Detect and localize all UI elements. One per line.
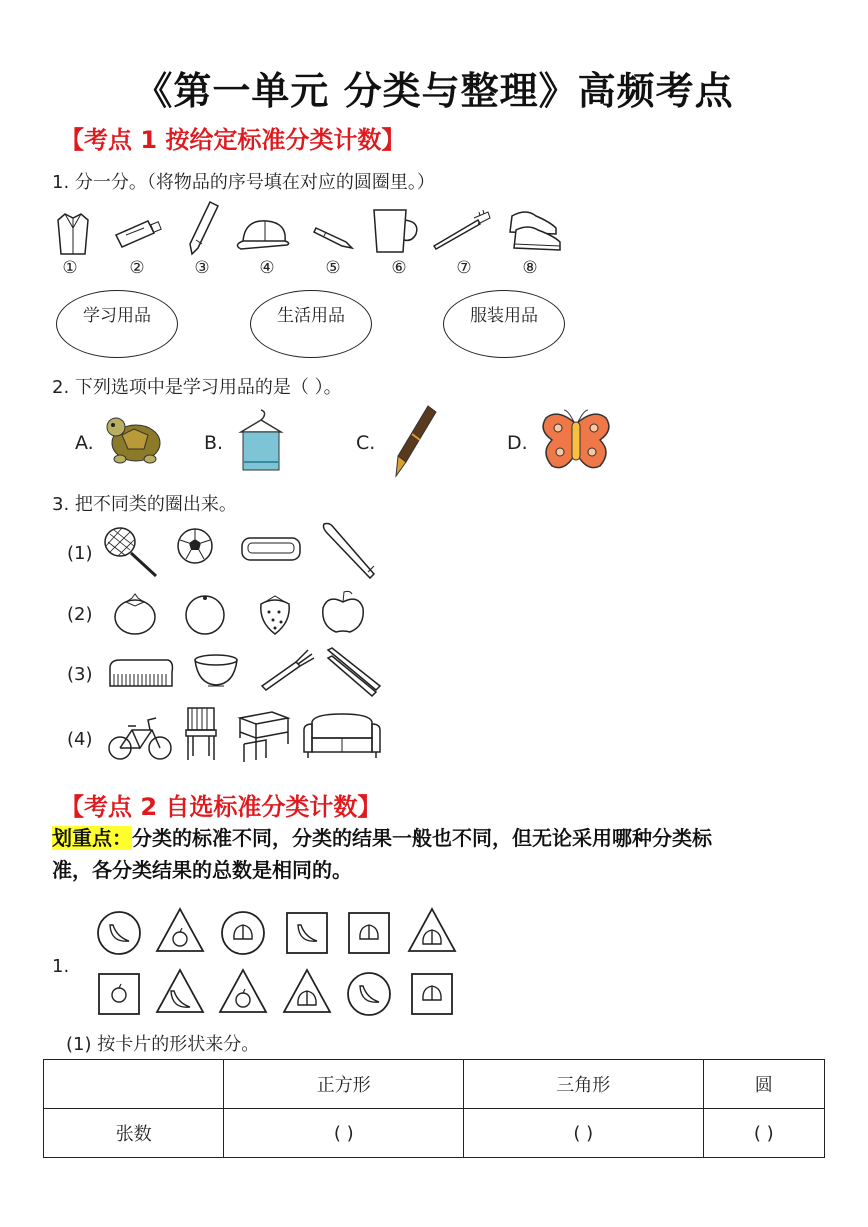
peach-icon	[423, 986, 441, 1000]
table-row-label: 张数	[44, 1109, 224, 1158]
square-card	[349, 913, 389, 953]
q3-text: 3. 把不同类的圈出来。	[52, 494, 237, 515]
table-header-circle: 圆	[703, 1060, 824, 1109]
apple-icon	[173, 928, 187, 946]
banana-icon	[298, 925, 317, 941]
q3-row-label: (2)	[67, 604, 93, 625]
peach-icon	[360, 925, 378, 939]
table-cell	[44, 1060, 224, 1109]
section1-heading: 【考点 1 按给定标准分类计数】	[60, 126, 406, 154]
option-d-label[interactable]: D.	[507, 432, 528, 454]
section2-heading: 【考点 2 自选标准分类计数】	[60, 793, 382, 821]
oval-label: 服装用品	[470, 306, 538, 326]
triangle-card	[157, 970, 203, 1012]
peach-icon	[234, 925, 252, 939]
q3-row-label: (4)	[67, 729, 93, 750]
q1-text: 1. 分一分。（将物品的序号填在对应的圆圈里。）	[52, 172, 435, 193]
triangle-card	[284, 970, 330, 1012]
triangle-card	[157, 909, 203, 951]
banana-icon	[360, 986, 379, 1002]
peach-icon	[423, 930, 441, 944]
q1-number: ①	[62, 258, 78, 278]
square-card	[99, 974, 139, 1014]
banana-icon	[171, 991, 190, 1007]
circle-card	[222, 912, 264, 954]
key-point-line2: 准，各分类结果的总数是相同的。	[52, 858, 352, 882]
square-card	[287, 913, 327, 953]
circle-card	[98, 912, 140, 954]
triangle-card	[409, 909, 455, 951]
q1-number: ⑥	[391, 258, 407, 278]
answer-blank-square[interactable]: ( )	[224, 1109, 464, 1158]
option-c-label[interactable]: C.	[356, 432, 376, 454]
table-header-square: 正方形	[224, 1060, 464, 1109]
q2-text: 2. 下列选项中是学习用品的是（ ）。	[52, 377, 342, 398]
key-point-line1: 分类的标准不同，分类的结果一般也不同，但无论采用哪种分类标	[132, 826, 712, 850]
banana-icon	[110, 925, 129, 941]
page-title: 《第一单元 分类与整理》高频考点	[134, 69, 734, 113]
option-b-label[interactable]: B.	[204, 432, 224, 454]
table-header-triangle: 三角形	[464, 1060, 704, 1109]
apple-icon	[112, 984, 126, 1002]
table-header-row	[44, 1060, 825, 1109]
table-row	[44, 1109, 825, 1158]
triangle-card	[220, 970, 266, 1012]
square-card	[412, 974, 452, 1014]
q1-number: ⑤	[325, 258, 341, 278]
q1-number: ⑦	[456, 258, 472, 278]
q1-number: ⑧	[522, 258, 538, 278]
peach-icon	[298, 991, 316, 1005]
oval-label: 学习用品	[83, 306, 151, 326]
q3-row-label: (1)	[67, 543, 93, 564]
answer-blank-triangle[interactable]: ( )	[464, 1109, 704, 1158]
s2-sub1-text: (1) 按卡片的形状来分。	[66, 1034, 260, 1055]
q1-number: ②	[129, 258, 145, 278]
oval-label: 生活用品	[277, 306, 345, 326]
q3-row-label: (3)	[67, 664, 93, 685]
apple-icon	[236, 989, 250, 1007]
q1-number: ④	[259, 258, 275, 278]
key-point-label: 划重点：	[52, 826, 132, 850]
option-a-label[interactable]: A.	[75, 432, 94, 454]
q1-number: ③	[194, 258, 210, 278]
shape-count-table	[43, 1059, 825, 1158]
s2-q1-label: 1.	[52, 956, 70, 977]
answer-blank-circle[interactable]: ( )	[703, 1109, 824, 1158]
circle-card	[348, 973, 390, 1015]
